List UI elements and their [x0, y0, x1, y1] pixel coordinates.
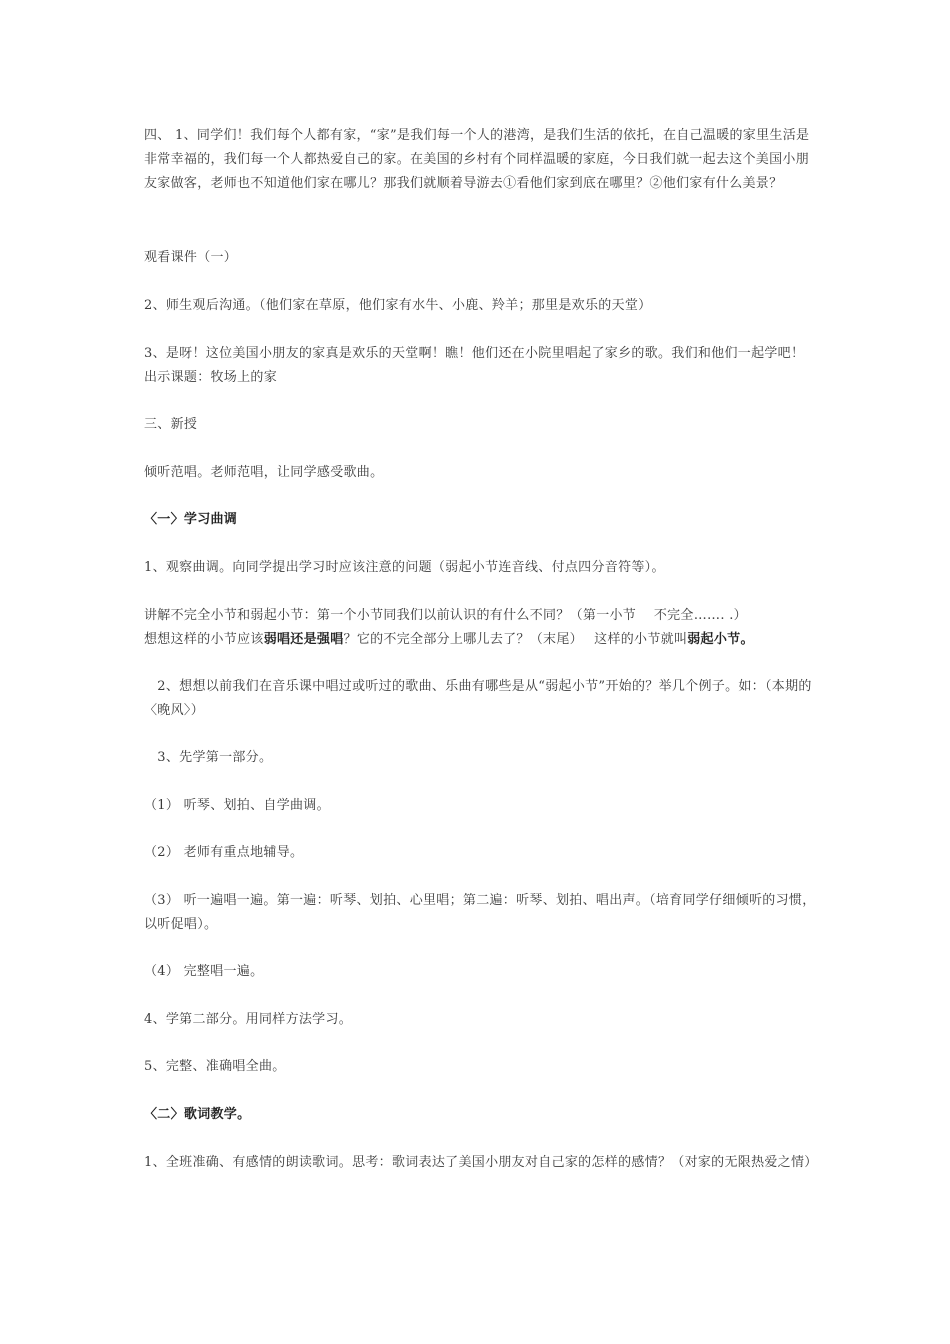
section-new-lesson-heading: 三、新授 [144, 417, 198, 432]
step-4-line: 4、学第二部分。用同样方法学习。 [144, 1012, 353, 1027]
explain-bold-1: 弱唱还是强唱 [263, 632, 344, 647]
observe-melody-line: 1、观察曲调。向同学提出学习时应该注意的问题（弱起小节连音线、付点四分音符等）。 [144, 560, 665, 575]
step-2-examples-paragraph: 2、想想以前我们在音乐课中唱过或听过的歌曲、乐曲有哪些是从“弱起小节”开始的？举几个例子。如：（本期的〈晚风〉） [144, 679, 812, 718]
sub-item-2: （2） 老师有重点地辅导。 [144, 845, 304, 860]
explain-incomplete-bar-line: 讲解不完全小节和弱起小节：第一个小节同我们以前认识的有什么不同？（第一小节 不完全……. .） [144, 608, 747, 623]
melody-study-heading: 〈一〉学习曲调 [144, 512, 238, 527]
sub-item-1: （1） 听琴、划拍、自学曲调。 [144, 798, 330, 813]
intro-paragraph: 四、 1、同学们！我们每个人都有家，“家”是我们每一个人的港湾，是我们生活的依托，在自己温暖的家里生活是非常幸福的，我们每一个人都热爱自己的家。在美国的乡村有个同样温暖的家庭，今日我们就一起去这个美国小朋友家做客，老师也不知道他们家在哪儿？那我们就顺着导游去①看他们家到底在哪里？②他们家有什么美景？ [144, 128, 810, 191]
step-3-paragraph: 3、是呀！这位美国小朋友的家真是欢乐的天堂啊！瞧！他们还在小院里唱起了家乡的歌。我们和他们一起学吧！出示课题：牧场上的家 [144, 346, 805, 385]
listen-demo-line: 倾听范唱。老师范唱，让同学感受歌曲。 [144, 465, 384, 480]
explain-text-1: 想想这样的小节应该 [144, 632, 264, 647]
lyrics-step-1-paragraph: 1、全班准确、有感情的朗读歌词。思考：歌词表达了美国小朋友对自己家的怎样的感情？（对家的无限热爱之情） [144, 1155, 818, 1170]
step-2-paragraph: 2、师生观后沟通。（他们家在草原，他们家有水牛、小鹿、羚羊；那里是欢乐的天堂） [144, 298, 652, 313]
lyrics-teaching-heading: 〈二〉歌词教学。 [144, 1107, 251, 1122]
sub-item-3: （3） 听一遍唱一遍。第一遍：听琴、划拍、心里唱；第二遍：听琴、划拍、唱出声。（培育同学仔细倾听的习惯，以听促唱）。 [144, 893, 816, 932]
explain-bold-2: 弱起小节。 [687, 632, 754, 647]
watch-courseware-line: 观看课件（一） [144, 250, 238, 265]
sub-item-4: （4） 完整唱一遍。 [144, 964, 264, 979]
step-3-first-part-line: 3、先学第一部分。 [144, 750, 273, 765]
explain-weak-start-line [144, 628, 816, 652]
step-5-line: 5、完整、准确唱全曲。 [144, 1059, 286, 1074]
explain-text-2: ？它的不完全部分上哪儿去了？（末尾） 这样的小节就叫 [343, 632, 688, 647]
